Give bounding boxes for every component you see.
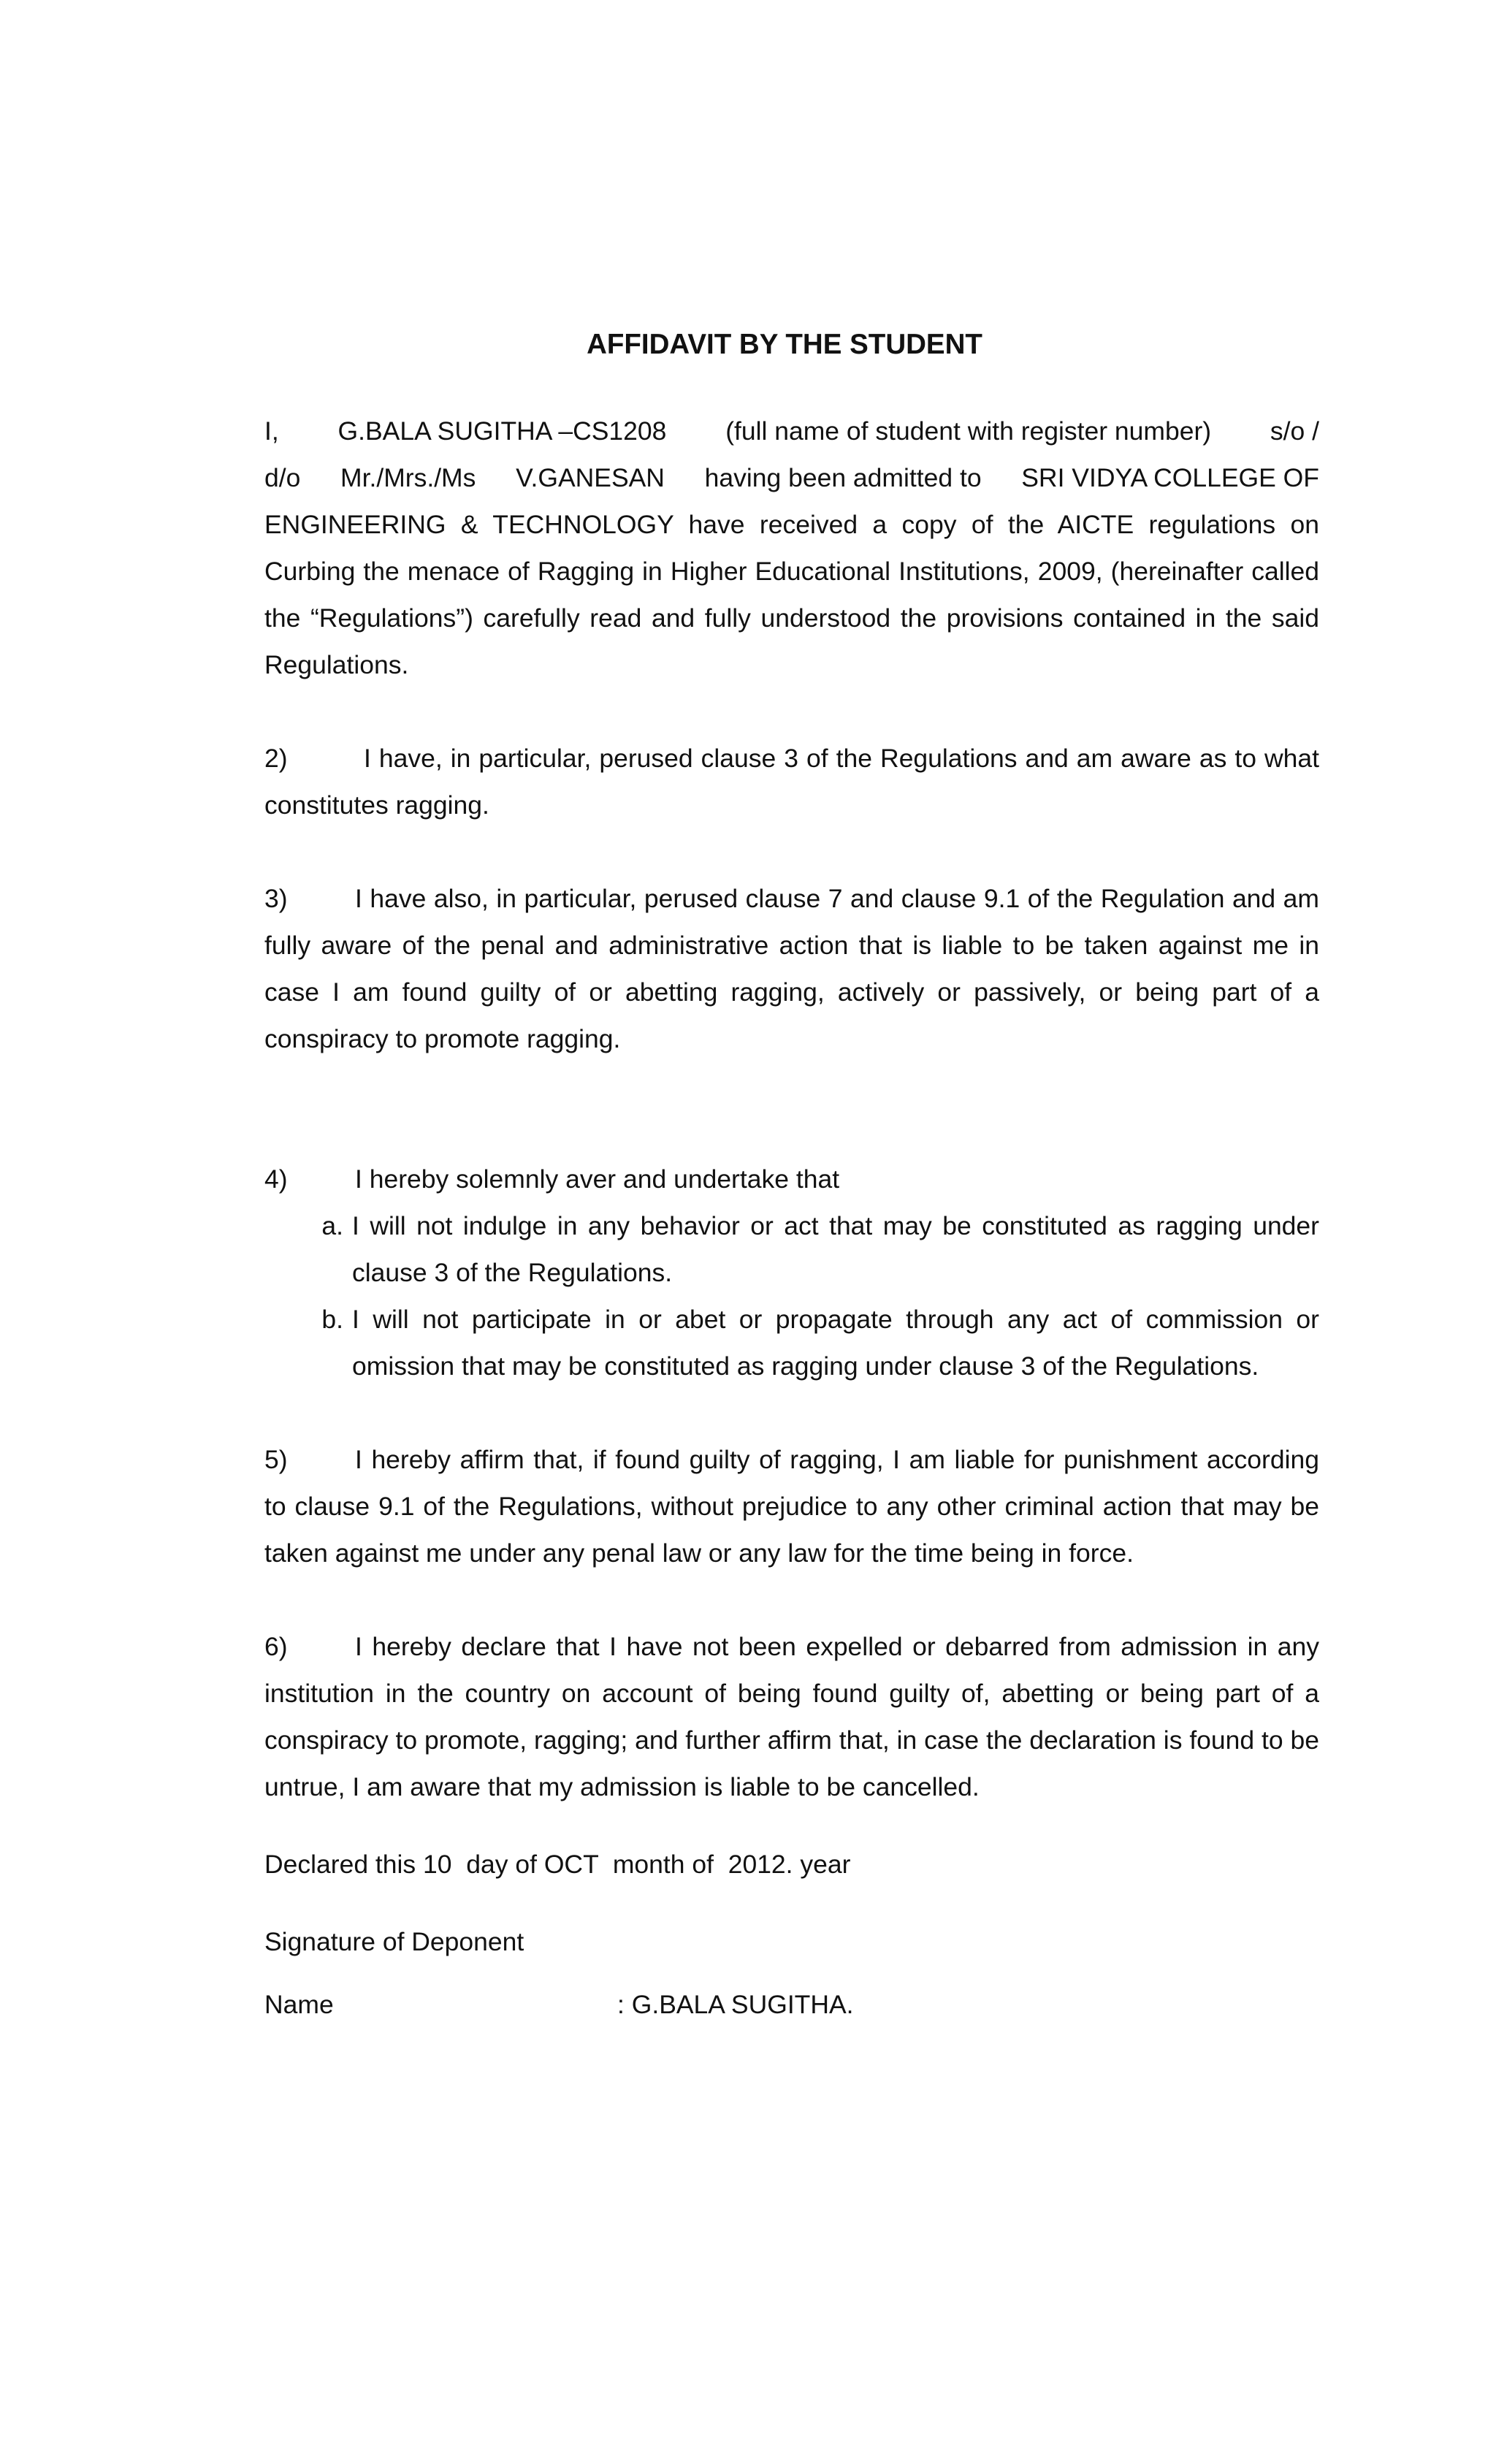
intro-i: I, [264, 416, 279, 446]
signature-label: Signature of Deponent [264, 1927, 524, 1956]
intro-rest: ENGINEERING & TECHNOLOGY have received a copy of the AICTE regulations on Curbing the menace of Ragging in Higher Educational Institutions, 2009, (hereinafter called the “Regulations”) carefully read and fully understood the provisions contained in the said Regulations. [264, 510, 1319, 679]
clause-3 [264, 875, 1319, 1062]
document-body [264, 321, 1319, 2028]
admitted-text: having been admitted to [704, 463, 982, 492]
clause-6-number: 6) [264, 1632, 288, 1661]
intro-line-2 [264, 454, 1319, 501]
name-value: : G.BALA SUGITHA. [617, 1990, 854, 2019]
clause-4-item-a [264, 1202, 1319, 1296]
clause-4-item-a-label: a. [321, 1211, 343, 1240]
clause-6-text: I hereby declare that I have not been expelled or debarred from admission in any institution in the country on account of being found guilty of, abetting or being part of a conspiracy to promote, ragging; and further affirm that, in case the declaration is found to be untrue, I am aware that my admission is liable to be cancelled. [264, 1632, 1319, 1801]
clause-5 [264, 1436, 1319, 1576]
college-name-part1: SRI VIDYA COLLEGE OF [1021, 463, 1319, 492]
intro-do: d/o [264, 463, 301, 492]
intro-line-1 [264, 408, 1319, 454]
clause-4-item-b-text: I will not participate in or abet or propagate through any act of commission or omission that may be constituted as ragging under clause 3 of the Regulations. [352, 1305, 1319, 1381]
parent-name: V.GANESAN [516, 463, 665, 492]
clause-4-item-b [264, 1296, 1319, 1389]
clause-4-number: 4) [264, 1164, 288, 1194]
student-name-hint: (full name of student with register number) [725, 416, 1212, 446]
clause-4-item-a-text: I will not indulge in any behavior or act that may be constituted as ragging under clause 3 of the Regulations. [352, 1211, 1319, 1287]
clause-4 [264, 1156, 1319, 1202]
clause-2-text: I have, in particular, perused clause 3 of the Regulations and am aware as to what constitutes ragging. [264, 744, 1319, 820]
intro-paragraph [264, 408, 1319, 688]
clause-6 [264, 1623, 1319, 1810]
document-title: AFFIDAVIT BY THE STUDENT [587, 329, 982, 360]
name-row [264, 1981, 1319, 2028]
clause-4-text: I hereby solemnly aver and undertake that [355, 1164, 840, 1194]
parent-prefix: Mr./Mrs./Ms [340, 463, 476, 492]
clause-3-number: 3) [264, 884, 288, 913]
clause-2 [264, 735, 1319, 828]
student-name: G.BALA SUGITHA –CS1208 [337, 416, 667, 446]
clause-2-number: 2) [264, 744, 288, 773]
clause-3-text: I have also, in particular, perused clause 7 and clause 9.1 of the Regulation and am fully aware of the penal and administrative action that is liable to be taken against me in case I am found guilty of or abetting ragging, actively or passively, or being part of a conspiracy to promote ragging. [264, 884, 1319, 1053]
intro-so: s/o / [1270, 416, 1319, 446]
clause-4-list [264, 1202, 1319, 1389]
declaration-line: Declared this 10 day of OCT month of 2012. year [264, 1850, 851, 1879]
name-label: Name [264, 1990, 334, 2019]
clause-5-text: I hereby affirm that, if found guilty of ragging, I am liable for punishment according to clause 9.1 of the Regulations, without prejudice to any other criminal action that may be taken against me under any penal law or any law for the time being in force. [264, 1445, 1319, 1568]
clause-5-number: 5) [264, 1445, 288, 1474]
clause-4-item-b-label: b. [321, 1305, 343, 1334]
